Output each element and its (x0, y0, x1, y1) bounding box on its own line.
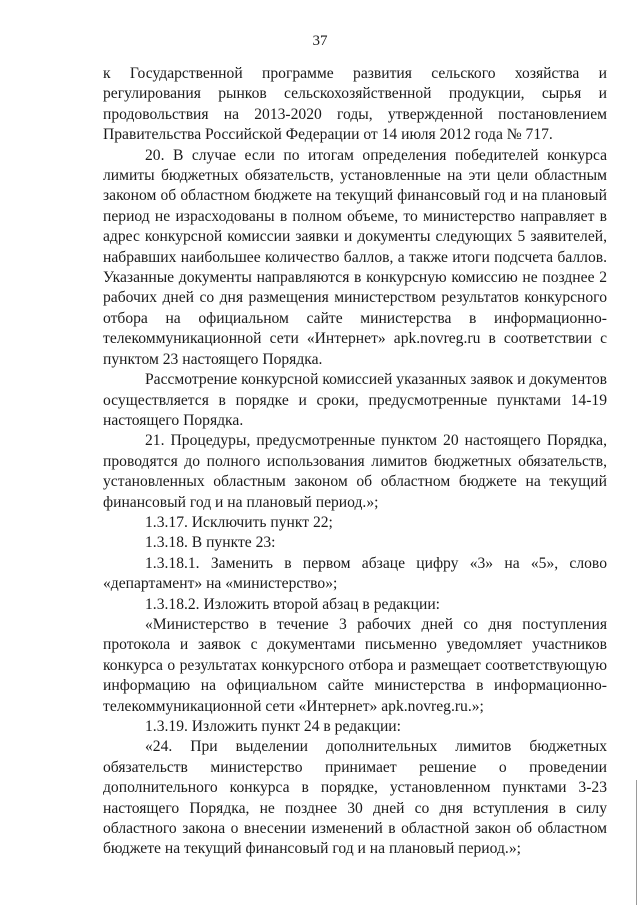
paragraph-1-3-19: 1.3.19. Изложить пункт 24 в редакции: (145, 718, 401, 735)
scan-edge-line (636, 780, 637, 905)
page-number: 37 (312, 33, 328, 49)
paragraph-ministry-quote: «Министерство в течение 3 рабочих дней со дня поступления протокола и заявок с документами письменно уведомляет участников конкурса о результатах конкурсного отбора и размещает соответствующую информацию на официальном сайте министерства в информационно-телекоммуникационной сети «Интернет» apk.novreg.ru.»; (103, 615, 607, 715)
paragraph-item-21: 21. Процедуры, предусмотренные пунктом 20 настоящего Порядка, проводятся до полного использования лимитов бюджетных обязательств, установленных областным законом об областном бюджете на текущий финансовый год и на плановый период.»; (103, 432, 607, 511)
paragraph-1-3-18-2: 1.3.18.2. Изложить второй абзац в редакции: (145, 595, 441, 613)
paragraph-1-3-18-1: 1.3.18.1. Заменить в первом абзаце цифру «3» на «5», слово «департамент» на «министерство»; (103, 554, 607, 593)
paragraph-continuation: к Государственной программе развития сельского хозяйства и регулирования рынков сельскохозяйственной продукции, сырья и продовольствия на 2013-2020 годы, утвержденной постановлением Правительства Российской Федерации от 14 июля 2012 года № 717. (103, 65, 607, 144)
paragraph-item-24-quote: «24. При выделении дополнительных лимитов бюджетных обязательств министерство принимает решение о проведении дополнительного конкурса в порядке, установленном пунктами 3-23 настоящего Порядка, не позднее 30 дней со дня вступления в силу областного закона о внесении изменений в областной закон об областном бюджете на текущий финансовый год и на плановый период.»; (103, 738, 607, 858)
document-body (103, 64, 607, 860)
paragraph-item-20: 20. В случае если по итогам определения победителей конкурса лимиты бюджетных обязательств, установленные на эти цели областным законом об областном бюджете на текущий финансовый год и на плановый период не израсходованы в полном объеме, то министерство направляет в адрес конкурсной комиссии заявки и документы следующих 5 заявителей, набравших наибольшее количество баллов, а также итоги подсчета баллов. Указанные документы направляются в конкурсную комиссию не позднее 2 рабочих дней со дня размещения министерством результатов конкурсного отбора на официальном сайте министерства в информационно-телекоммуникационной сети «Интернет» apk.novreg.ru в соответствии с пунктом 23 настоящего Порядка. (103, 146, 607, 368)
paragraph-1-3-18: 1.3.18. В пункте 23: (145, 534, 276, 552)
paragraph-1-3-17: 1.3.17. Исключить пункт 22; (145, 513, 333, 531)
paragraph-review: Рассмотрение конкурсной комиссией указанных заявок и документов осуществляется в порядке и сроки, предусмотренные пунктами 14-19 настоящего Порядка. (103, 371, 607, 429)
